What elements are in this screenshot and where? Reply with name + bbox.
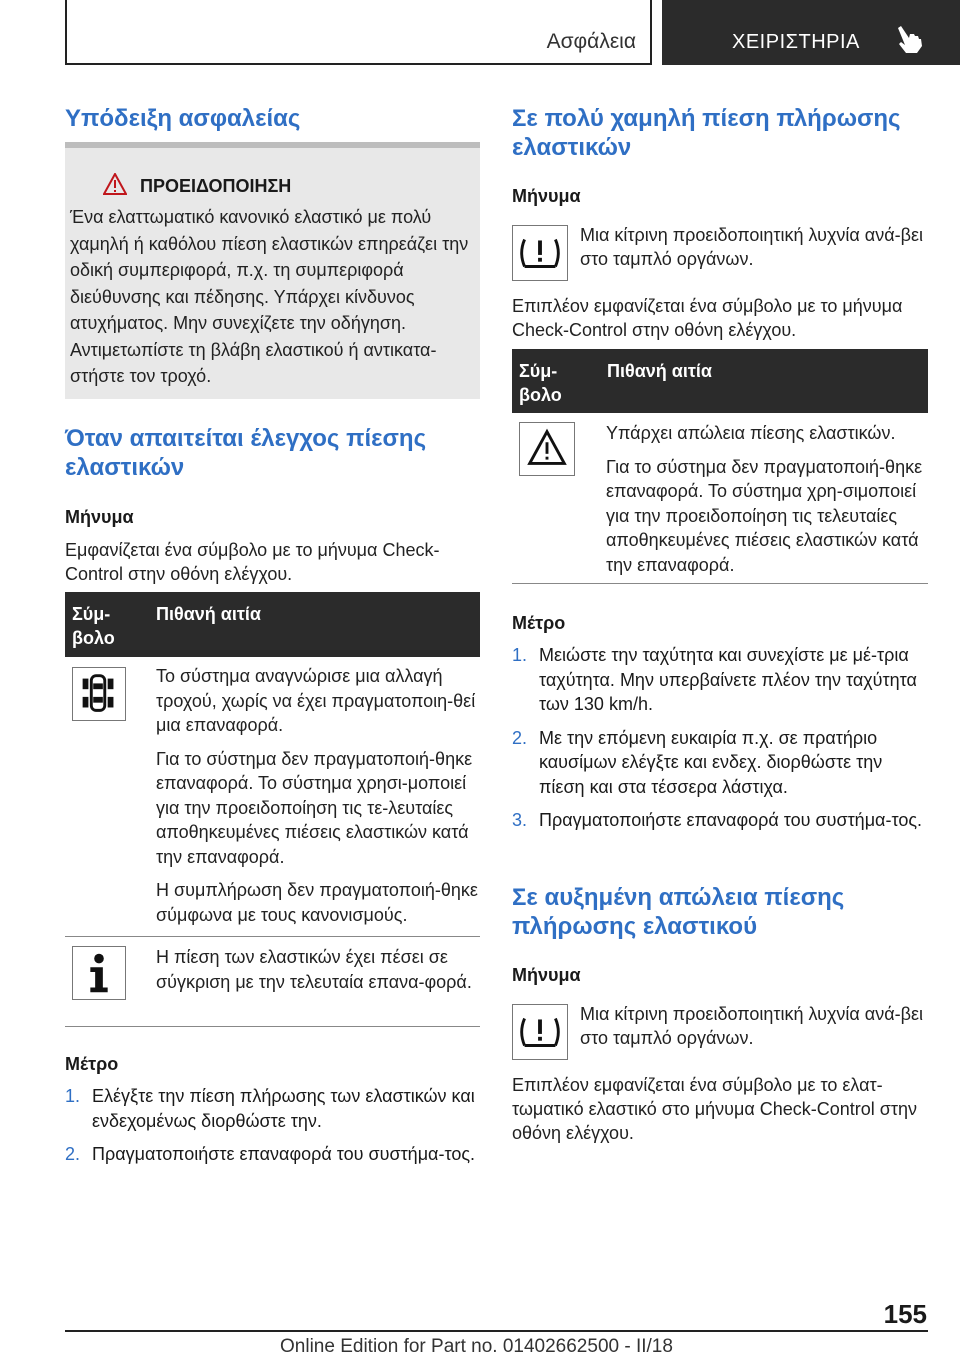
tire-pressure-warning-icon [513,226,567,280]
cause-text: Για το σύστημα δεν πραγματοποιή-θηκε επαναφορά. Το σύστημα χρησι-μοποιεί για την προειδοποίηση τις τε-λευταίες αποθηκευμένες πιέσεις ελαστικών κατά την επαναφορά. [156,748,473,867]
table-header-symbol: Σύμ-βολο [519,361,562,405]
cause-text: Η συμπλήρωση δεν πραγματοποιή-θηκε σύμφωνα με τους κανονισμούς. [156,880,478,925]
tire-pressure-warning-icon [513,1005,567,1059]
warning-title: ΠΡΟΕΙΔΟΠΟΙΗΣΗ [140,176,292,196]
message-text: Εμφανίζεται ένα σύμβολο με το μήνυμα Check-Control στην οθόνη ελέγχου. [65,540,440,584]
table-header-symbol: Σύμ-βολο [72,604,115,648]
message-label: Μήνυμα [512,965,581,985]
page-header [65,0,960,64]
measure-list [512,643,928,842]
measure-text: Μειώστε την ταχύτητα και συνεχίστε με μέ-τρια ταχύτητα. Μην υπερβαίνετε πλέον την ταχύτητα των 130 km/h. [539,645,917,714]
cause-cell [156,664,480,936]
extra-text: Επιπλέον εμφανίζεται ένα σύμβολο με το μήνυμα Check-Control στην οθόνη ελέγχου. [512,296,903,340]
measure-number: 1. [512,645,528,665]
measure-text: Με την επόμενη ευκαιρία π.χ. σε πρατήριο καυσίμων ελέγξτε και ενδεχ. διορθώστε την πίεση και στα τέσσερα λάστιχα. [539,727,883,797]
footer-divider [65,1330,928,1332]
header-section-title: Ασφάλεια [546,30,636,53]
measure-text: Πραγματοποιήστε επαναφορά του συστήμα-τος. [539,810,923,830]
lamp-box [512,225,568,281]
table-header-cause: Πιθανή αιτία [156,604,261,624]
measure-text: Ελέγξτε την πίεση πλήρωσης των ελαστικών και ενδεχομένως διορθώστε την. [92,1086,475,1131]
symbol-box [72,667,126,721]
table-row-divider [65,1026,480,1027]
lamp-box [512,1004,568,1060]
cause-text: Για το σύστημα δεν πραγματοποιή-θηκε επαναφορά. Το σύστημα χρη-σιμοποιεί για την προειδοποίηση τις τελευταίες αποθηκευμένες πιέσεις ελαστικών κατά την επαναφορά. [606,456,923,575]
warning-triangle-icon [520,423,574,475]
info-icon [73,947,125,999]
measure-list [65,1084,480,1176]
measure-number: 1. [65,1086,81,1106]
warning-text: Ένα ελαττωματικό κανονικό ελαστικό με πολύ χαμηλή ή καθόλου πίεση ελαστικών επηρεάζει την οδική συμπεριφορά, π.χ. τη συμπεριφορά διεύθυνσης και πέδησης. Υπάρχει κίνδυνος ατυχήματος. Μην συνεχίζετε την οδήγηση. Αντιμετωπίστε τη βλάβη ελαστικού ή αντικατα-στήστε τον τροχό. [70,207,469,386]
measure-item [65,1084,480,1133]
symbol-box [72,946,126,1000]
pointing-hand-icon [890,22,924,56]
warning-box [65,142,480,399]
measure-label: Μέτρο [512,613,566,633]
cause-text: Υπάρχει απώλεια πίεσης ελαστικών. [606,423,896,443]
heading-low-pressure: Σε πολύ χαμηλή πίεση πλήρωσης ελαστικών [512,105,901,161]
lamp-text: Μια κίτρινη προειδοποιητική λυχνία ανά-βει στο ταμπλό οργάνων. [580,1004,923,1048]
table-header [65,592,480,657]
header-chapter-title: ΧΕΙΡΙΣΤΗΡΙΑ [732,31,860,53]
measure-number: 2. [512,727,528,748]
heading-pressure-loss: Σε αυξημένη απώλεια πίεσης πλήρωσης ελαστικού [512,884,845,940]
table-header-cause: Πιθανή αιτία [607,361,712,381]
cause-cell [156,945,480,1003]
message-label: Μήνυμα [512,186,581,206]
table-row-divider [65,936,480,937]
measure-number: 2. [65,1144,81,1164]
lamp-text: Μια κίτρινη προειδοποιητική λυχνία ανά-βει στο ταμπλό οργάνων. [580,225,923,269]
message-label: Μήνυμα [65,507,134,527]
measure-item [512,726,928,800]
page-number: 155 [883,1299,927,1329]
table-header [512,349,928,413]
measure-number: 3. [512,810,528,830]
header-chapter-box [662,0,960,65]
table-row-divider [512,583,928,584]
cause-text: Το σύστημα αναγνώρισε μια αλλαγή τροχού, χωρίς να έχει πραγματοποιη-θεί μια επαναφορά. [156,666,476,735]
measure-item [512,643,928,717]
measure-item [65,1142,480,1167]
heading-safety-note: Υπόδειξη ασφαλείας [65,105,301,132]
warning-triangle-icon [103,173,127,195]
header-section-box [65,0,652,65]
heading-check-pressure: Όταν απαιτείται έλεγχος πίεσης ελαστικών [65,425,427,481]
cause-cell [606,421,928,586]
measure-item [512,808,928,833]
measure-label: Μέτρο [65,1054,119,1074]
cause-text: Η πίεση των ελαστικών έχει πέσει σε σύγκριση με την τελευταία επανα-φορά. [156,947,472,992]
symbol-box [519,422,575,476]
car-tire-icon [73,668,125,720]
measure-text: Πραγματοποιήστε επαναφορά του συστήμα-τος. [92,1144,476,1164]
footer-edition: Online Edition for Part no. 01402662500 - II/18 [280,1336,673,1357]
extra-text: Επιπλέον εμφανίζεται ένα σύμβολο με το ελατ-τωματικό ελαστικό στο μήνυμα Check-Control στην οθόνη ελέγχου. [512,1075,918,1143]
